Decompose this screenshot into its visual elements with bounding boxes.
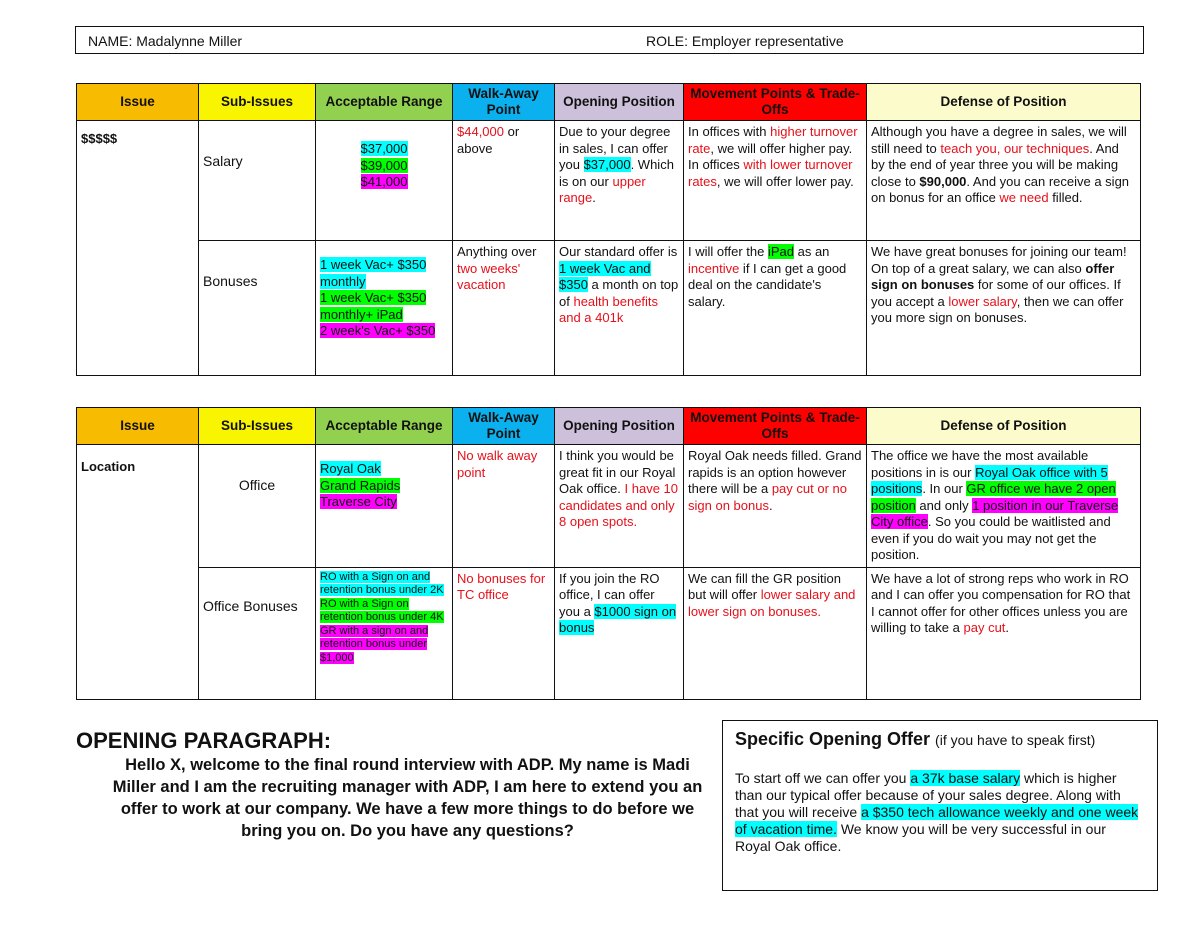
offer-note: (if you have to speak first) xyxy=(935,732,1096,748)
acceptable-office-bonuses: RO with a Sign on and retention bonus under 2K RO with a Sign on retention bonus under 4K GR with a sign on and retention bonus under $1,000 xyxy=(316,567,453,699)
opening-office-bonuses: If you join the RO office, I can offer you a $1000 sign on bonus xyxy=(555,567,684,699)
col-defense: Defense of Position xyxy=(867,408,1141,445)
walkaway-bonuses: Anything over two weeks' vacation xyxy=(453,241,555,376)
offer-title-text: Specific Opening Offer xyxy=(735,729,931,749)
negotiation-table-money xyxy=(76,83,1141,376)
opening-bonuses: Our standard offer is 1 week Vac and $350 a month on top of health benefits and a 401k xyxy=(555,241,684,376)
acceptable-office: Royal Oak Grand Rapids Traverse City xyxy=(316,445,453,568)
col-movement-points: Movement Points & Trade-Offs xyxy=(684,408,867,445)
col-defense: Defense of Position xyxy=(867,84,1141,121)
walkaway-office-bonuses: No bonuses for TC office xyxy=(453,567,555,699)
col-acceptable-range: Acceptable Range xyxy=(316,84,453,121)
movement-bonuses: I will offer the iPad as an incentive if I can get a good deal on the candidate's salary. xyxy=(684,241,867,376)
negotiation-table-location xyxy=(76,407,1141,700)
acceptable-salary: $37,000 $39,000 $41,000 xyxy=(316,121,453,241)
opening-paragraph-text: Hello X, welcome to the final round interview with ADP. My name is Madi Miller and I am the recruiting manager with ADP, I am here to extend you an offer to work at our company. We have a few more things to do before we bring you on. Do you have any questions? xyxy=(112,756,703,840)
walkaway-office: No walk away point xyxy=(453,445,555,568)
opening-salary: Due to your degree in sales, I can offer you $37,000. Which is on our upper range. xyxy=(555,121,684,241)
sub-issue-office: Office xyxy=(199,445,316,568)
walkaway-salary: $44,000 or above xyxy=(453,121,555,241)
header-box xyxy=(75,26,1144,54)
movement-office: Royal Oak needs filled. Grand rapids is an option however there will be a pay cut or no sign on bonus. xyxy=(684,445,867,568)
defense-bonuses: We have great bonuses for joining our team! On top of a great salary, we can also offer sign on bonuses for some of our offices. If you accept a lower salary, then we can offer you more sign on bonuses. xyxy=(867,241,1141,376)
offer-title xyxy=(735,729,1145,750)
col-walk-away: Walk-Away Point xyxy=(453,408,555,445)
acceptable-bonuses: 1 week Vac+ $350 monthly 1 week Vac+ $350 monthly+ iPad 2 week's Vac+ $350 xyxy=(316,241,453,376)
col-issue: Issue xyxy=(77,408,199,445)
col-sub-issues: Sub-Issues xyxy=(199,84,316,121)
opening-paragraph-title: OPENING PARAGRAPH: xyxy=(76,728,332,753)
offer-body: To start off we can offer you a 37k base salary which is higher than our typical offer because of your sales degree. Along with that you will receive a $350 tech allowance weekly and one week of vacation time. We know you will be very successful in our Royal Oak office. xyxy=(735,770,1139,854)
specific-opening-offer-box xyxy=(722,720,1158,891)
name-label: NAME: Madalynne Miller xyxy=(88,33,243,49)
col-issue: Issue xyxy=(77,84,199,121)
sub-issue-salary: Salary xyxy=(199,121,316,241)
col-opening-position: Opening Position xyxy=(555,408,684,445)
defense-salary: Although you have a degree in sales, we will still need to teach you, our techniques. And by the end of year three you will be making close to $90,000. And you can receive a sign on bonus for an office we need filled. xyxy=(867,121,1141,241)
col-walk-away: Walk-Away Point xyxy=(453,84,555,121)
movement-salary: In offices with higher turnover rate, we will offer higher pay. In offices with lower turnover rates, we will offer lower pay. xyxy=(684,121,867,241)
col-acceptable-range: Acceptable Range xyxy=(316,408,453,445)
opening-office: I think you would be great fit in our Royal Oak office. I have 10 candidates and only 8 open spots. xyxy=(555,445,684,568)
defense-office-bonuses: We have a lot of strong reps who work in RO and I can offer you compensation for RO that I cannot offer for other offices unless you are willing to take a pay cut. xyxy=(867,567,1141,699)
issue-cell: Location xyxy=(77,445,199,700)
sub-issue-bonuses: Bonuses xyxy=(199,241,316,376)
col-opening-position: Opening Position xyxy=(555,84,684,121)
movement-office-bonuses: We can fill the GR position but will offer lower salary and lower sign on bonuses. xyxy=(684,567,867,699)
sub-issue-office-bonuses: Office Bonuses xyxy=(199,567,316,699)
defense-office: The office we have the most available positions in is our Royal Oak office with 5 positions. In our GR office we have 2 open position and only 1 position in our Traverse City office. So you could be waitlisted and even if you do wait you may not get the position. xyxy=(867,445,1141,568)
col-sub-issues: Sub-Issues xyxy=(199,408,316,445)
issue-cell: $$$$$ xyxy=(77,121,199,376)
col-movement-points: Movement Points & Trade-Offs xyxy=(684,84,867,121)
role-label: ROLE: Employer representative xyxy=(646,33,844,49)
